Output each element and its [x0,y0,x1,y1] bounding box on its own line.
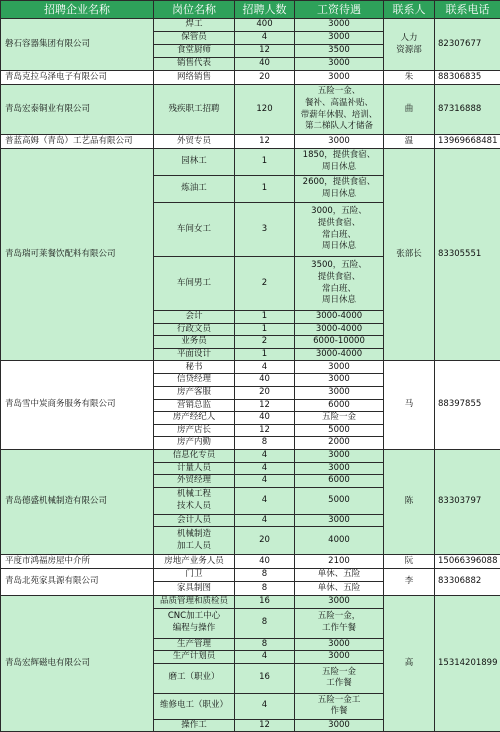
contact-phone: 88397855 [435,361,500,450]
headcount: 40 [235,58,295,71]
pay-benefits: 3500 [295,45,384,58]
pay-benefits: 5000 [295,424,384,437]
position-title: 信贷经理 [154,374,235,387]
company-name: 磐石容器集团有限公司 [1,19,154,71]
position-title: 会计 [154,311,235,324]
table-row [1,85,500,135]
headcount: 40 [235,412,295,425]
position-title: 房产内勤 [154,437,235,450]
table-row [1,361,500,374]
pay-benefits: 3000 [295,595,384,608]
pay-benefits: 3000 [295,19,384,32]
contact-phone: 15066396088 [435,555,500,569]
pay-benefits: 3000 [295,462,384,475]
contact-person: 人力 资源部 [384,19,435,71]
headcount: 12 [235,135,295,149]
company-name: 青岛北苑家具源有限公司 [1,569,154,596]
company-name: 青岛宏泰铜业有限公司 [1,85,154,135]
pay-benefits: 五险一金 工作餐 [295,663,384,693]
contact-person: 高 [384,595,435,731]
headcount: 4 [235,693,295,719]
pay-benefits: 2000 [295,437,384,450]
position-title: 外贸经理 [154,475,235,488]
pay-benefits: 五险一金， 工作午餐 [295,608,384,638]
headcount: 20 [235,386,295,399]
pay-benefits: 3500，五险、 提供食宿、 常白班、 周日休息 [295,257,384,311]
pay-benefits: 3000 [295,719,384,732]
pay-benefits: 单休、五险 [295,581,384,595]
company-name: 青岛瑞可莱餐饮配料有限公司 [1,149,154,361]
pay-benefits: 3000，五险、 提供食宿、 常白班、 周日休息 [295,203,384,257]
headcount: 1 [235,149,295,176]
pay-benefits: 6000 [295,475,384,488]
position-title: 外贸专员 [154,135,235,149]
headcount: 16 [235,663,295,693]
contact-person: 曲 [384,85,435,135]
pay-benefits: 3000 [295,58,384,71]
headcount: 4 [235,487,295,514]
headcount: 4 [235,475,295,488]
contact-phone: 87316888 [435,85,500,135]
pay-benefits: 2600，提供食宿、 周日休息 [295,176,384,203]
pay-benefits: 5000 [295,487,384,514]
header-pay: 工资待遇 [295,1,384,19]
contact-phone: 13969668481 [435,135,500,149]
table-row [1,555,500,569]
position-title: 门卫 [154,569,235,582]
position-title: 销售代表 [154,58,235,71]
pay-benefits: 单休、五险 [295,569,384,582]
pay-benefits: 3000 [295,651,384,664]
headcount: 8 [235,581,295,595]
headcount: 1 [235,323,295,336]
pay-benefits: 五险一金工 作餐 [295,693,384,719]
pay-benefits: 3000 [295,386,384,399]
table-row [1,569,500,582]
headcount: 1 [235,311,295,324]
position-title: 保管员 [154,32,235,45]
company-name: 青岛克拉乌泽电子有限公司 [1,71,154,85]
header-count: 招聘人数 [235,1,295,19]
position-title: 机械工程 技术人员 [154,487,235,514]
pay-benefits: 3000 [295,514,384,527]
position-title: 平面设计 [154,348,235,361]
headcount: 8 [235,569,295,582]
table-row [1,135,500,149]
position-title: 生产计划员 [154,651,235,664]
headcount: 4 [235,651,295,664]
headcount: 40 [235,555,295,569]
position-title: 磨工（职业） [154,663,235,693]
position-title: 业务员 [154,336,235,349]
headcount: 2 [235,257,295,311]
header-phone: 联系电话 [435,1,500,19]
contact-phone: 83303797 [435,449,500,554]
headcount: 4 [235,449,295,462]
position-title: 网络销售 [154,71,235,85]
headcount: 3 [235,203,295,257]
position-title: 行政文员 [154,323,235,336]
pay-benefits: 3000-4000 [295,348,384,361]
position-title: 车间男工 [154,257,235,311]
pay-benefits: 2100 [295,555,384,569]
headcount: 20 [235,527,295,555]
pay-benefits: 3000 [295,71,384,85]
contact-phone: 83305551 [435,149,500,361]
headcount: 12 [235,399,295,412]
company-name: 普蓝高姆（青岛）工艺品有限公司 [1,135,154,149]
pay-benefits: 3000 [295,449,384,462]
contact-person: 李 [384,569,435,596]
table-row [1,71,500,85]
company-name: 平度市鸿福房屋中介所 [1,555,154,569]
company-name: 青岛德盛机械制造有限公司 [1,449,154,554]
position-title: 房产店长 [154,424,235,437]
contact-person: 张部长 [384,149,435,361]
position-title: 机械制造 加工人员 [154,527,235,555]
contact-phone: 83306882 [435,569,500,596]
pay-benefits: 3000 [295,32,384,45]
pay-benefits: 6000 [295,399,384,412]
contact-person: 陈 [384,449,435,554]
headcount: 8 [235,437,295,450]
position-title: 品质管理和质检员 [154,595,235,608]
pay-benefits: 3000-4000 [295,323,384,336]
headcount: 4 [235,462,295,475]
header-company: 招聘企业名称 [1,1,154,19]
position-title: 车间女工 [154,203,235,257]
headcount: 8 [235,608,295,638]
position-title: 维修电工（职业） [154,693,235,719]
pay-benefits: 3000 [295,374,384,387]
position-title: 营销总监 [154,399,235,412]
table-row [1,19,500,32]
position-title: 焊工 [154,19,235,32]
pay-benefits: 6000-10000 [295,336,384,349]
headcount: 12 [235,45,295,58]
position-title: 操作工 [154,719,235,732]
position-title: 园林工 [154,149,235,176]
pay-benefits: 3000 [295,135,384,149]
headcount: 400 [235,19,295,32]
pay-benefits: 4000 [295,527,384,555]
headcount: 12 [235,424,295,437]
headcount: 40 [235,374,295,387]
position-title: 生产管理 [154,638,235,651]
company-name: 青岛宏辉磁电有限公司 [1,595,154,731]
position-title: 房地产业务人员 [154,555,235,569]
contact-person: 阮 [384,555,435,569]
pay-benefits: 五险一金 [295,412,384,425]
pay-benefits: 五险一金、 餐补、高温补贴、 带薪年休假、培训、 第二梯队人才储备 [295,85,384,135]
position-title: 房产客服 [154,386,235,399]
position-title: 残疾职工招聘 [154,85,235,135]
position-title: 信息化专员 [154,449,235,462]
position-title: 秘书 [154,361,235,374]
table-body [1,19,500,732]
pay-benefits: 3000 [295,638,384,651]
headcount: 4 [235,32,295,45]
headcount: 1 [235,348,295,361]
table-row [1,149,500,176]
table-row [1,449,500,462]
headcount: 1 [235,176,295,203]
contact-person: 温 [384,135,435,149]
position-title: 炼油工 [154,176,235,203]
position-title: 计量人员 [154,462,235,475]
headcount: 120 [235,85,295,135]
headcount: 12 [235,719,295,732]
headcount: 8 [235,638,295,651]
header-contact: 联系人 [384,1,435,19]
header-position: 岗位名称 [154,1,235,19]
position-title: 食堂厨师 [154,45,235,58]
contact-phone: 88306835 [435,71,500,85]
headcount: 16 [235,595,295,608]
pay-benefits: 3000 [295,361,384,374]
contact-person: 朱 [384,71,435,85]
pay-benefits: 3000-4000 [295,311,384,324]
contact-phone: 15314201899 [435,595,500,731]
headcount: 2 [235,336,295,349]
position-title: 会计人员 [154,514,235,527]
headcount: 4 [235,514,295,527]
table-row [1,595,500,608]
headcount: 20 [235,71,295,85]
position-title: 房产经纪人 [154,412,235,425]
contact-phone: 82307677 [435,19,500,71]
contact-person: 马 [384,361,435,450]
position-title: CNC加工中心 编程与操作 [154,608,235,638]
position-title: 家具制图 [154,581,235,595]
company-name: 青岛雪中炭商务服务有限公司 [1,361,154,450]
header-row [1,1,500,19]
headcount: 4 [235,361,295,374]
pay-benefits: 1850，提供食宿、 周日休息 [295,149,384,176]
